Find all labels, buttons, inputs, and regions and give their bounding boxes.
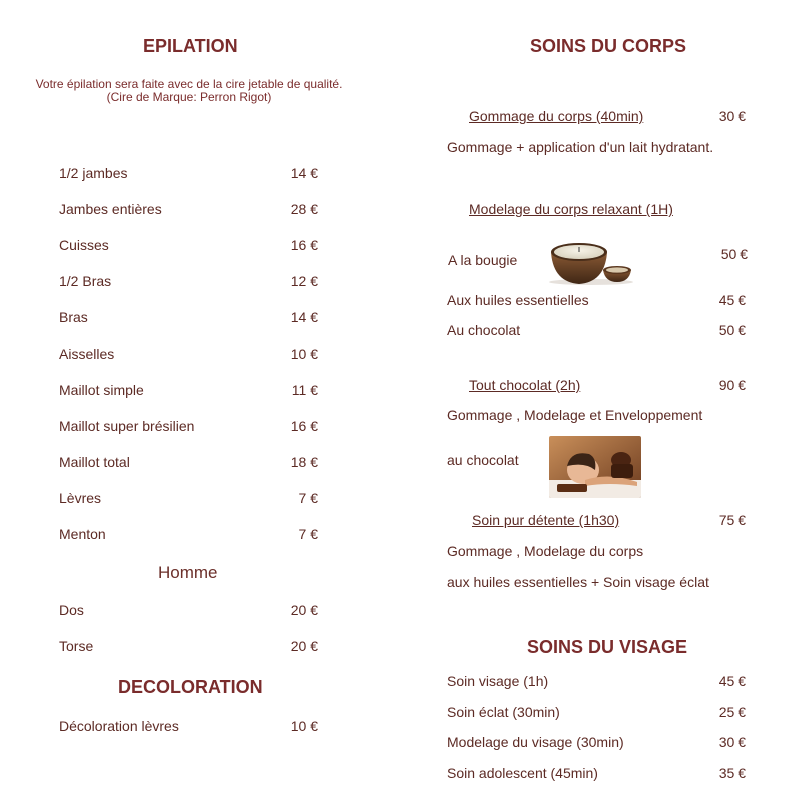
epilation-item-name: Maillot simple (59, 381, 144, 398)
epilation-item-price: 18 € (290, 453, 318, 470)
epilation-item-name: Maillot super brésilien (59, 417, 195, 434)
decoloration-item-price: 10 € (290, 718, 318, 734)
epilation-item-name: Lèvres (59, 489, 102, 506)
gommage-desc: Gommage + application d'un lait hydratant. (447, 139, 714, 155)
modelage-name: Modelage du corps relaxant (1H) (469, 201, 673, 217)
epilation-note (0, 78, 378, 104)
epilation-note-line2: (Cire de Marque: Perron Rigot) (106, 90, 272, 104)
epilation-item-price: 14 € (290, 165, 318, 181)
option-huiles-price: 45 € (718, 292, 746, 308)
visage-item-name: Soin adolescent (45min) (447, 764, 598, 781)
epilation-item-name: Jambes entières (59, 201, 162, 218)
detente-desc2: aux huiles essentielles + Soin visage éclat (447, 574, 709, 590)
epilation-item-name: Bras (59, 309, 88, 326)
visage-item-price: 30 € (718, 734, 746, 750)
detente-desc1: Gommage , Modelage du corps (447, 543, 644, 559)
soins-visage-title: SOINS DU VISAGE (527, 637, 688, 657)
homme-item-name: Dos (59, 602, 84, 618)
detente-name: Soin pur détente (1h30) (472, 512, 620, 528)
homme-title: Homme (158, 563, 218, 582)
epilation-title: EPILATION (143, 36, 238, 56)
gommage-name: Gommage du corps (40min) (469, 108, 644, 124)
epilation-item-price: 12 € (290, 273, 318, 290)
decoloration-item-name: Décoloration lèvres (59, 718, 179, 734)
candle-icon (545, 234, 633, 282)
homme-item-price: 20 € (290, 638, 318, 654)
epilation-item-price: 16 € (290, 417, 318, 434)
epilation-item-name: Aisselles (59, 345, 115, 362)
visage-item-price: 25 € (718, 703, 746, 720)
homme-item-name: Torse (59, 638, 94, 654)
option-bougie-price: 50 € (720, 246, 748, 262)
epilation-item-price: 16 € (290, 237, 318, 254)
epilation-item-name: Menton (59, 526, 106, 542)
visage-item-price: 45 € (718, 673, 746, 689)
visage-item-price: 35 € (718, 764, 746, 781)
tout-chocolat-desc1: Gommage , Modelage et Enveloppement (447, 407, 703, 423)
soins-corps-title: SOINS DU CORPS (530, 36, 687, 56)
epilation-item-name: Maillot total (59, 453, 130, 470)
epilation-item-price: 7 € (298, 526, 318, 542)
visage-item-name: Modelage du visage (30min) (447, 734, 624, 750)
epilation-item-name: 1/2 jambes (59, 165, 128, 181)
decoloration-title: DECOLORATION (118, 677, 263, 697)
visage-item-name: Soin visage (1h) (447, 673, 549, 689)
tout-chocolat-price: 90 € (718, 377, 746, 393)
epilation-item-price: 10 € (290, 345, 318, 362)
detente-price: 75 € (718, 512, 746, 528)
gommage-price: 30 € (718, 108, 746, 124)
epilation-item-price: 11 € (291, 381, 318, 398)
epilation-item-name: 1/2 Bras (59, 273, 112, 290)
epilation-item-name: Cuisses (59, 237, 109, 254)
epilation-item-price: 28 € (290, 201, 318, 218)
tout-chocolat-name: Tout chocolat (2h) (469, 377, 581, 393)
epilation-item-price: 7 € (298, 489, 318, 506)
option-chocolat-price: 50 € (718, 322, 746, 338)
option-bougie-name: A la bougie (448, 252, 518, 268)
chocolate-massage-photo (549, 436, 641, 498)
option-chocolat-name: Au chocolat (447, 322, 521, 338)
visage-item-name: Soin éclat (30min) (447, 703, 560, 720)
option-huiles-name: Aux huiles essentielles (447, 292, 589, 308)
epilation-item-price: 14 € (290, 309, 318, 326)
epilation-note-line1: Votre épilation sera faite avec de la cire jetable de qualité. (35, 77, 343, 91)
tout-chocolat-desc2: au chocolat (447, 452, 519, 468)
homme-item-price: 20 € (290, 602, 318, 618)
